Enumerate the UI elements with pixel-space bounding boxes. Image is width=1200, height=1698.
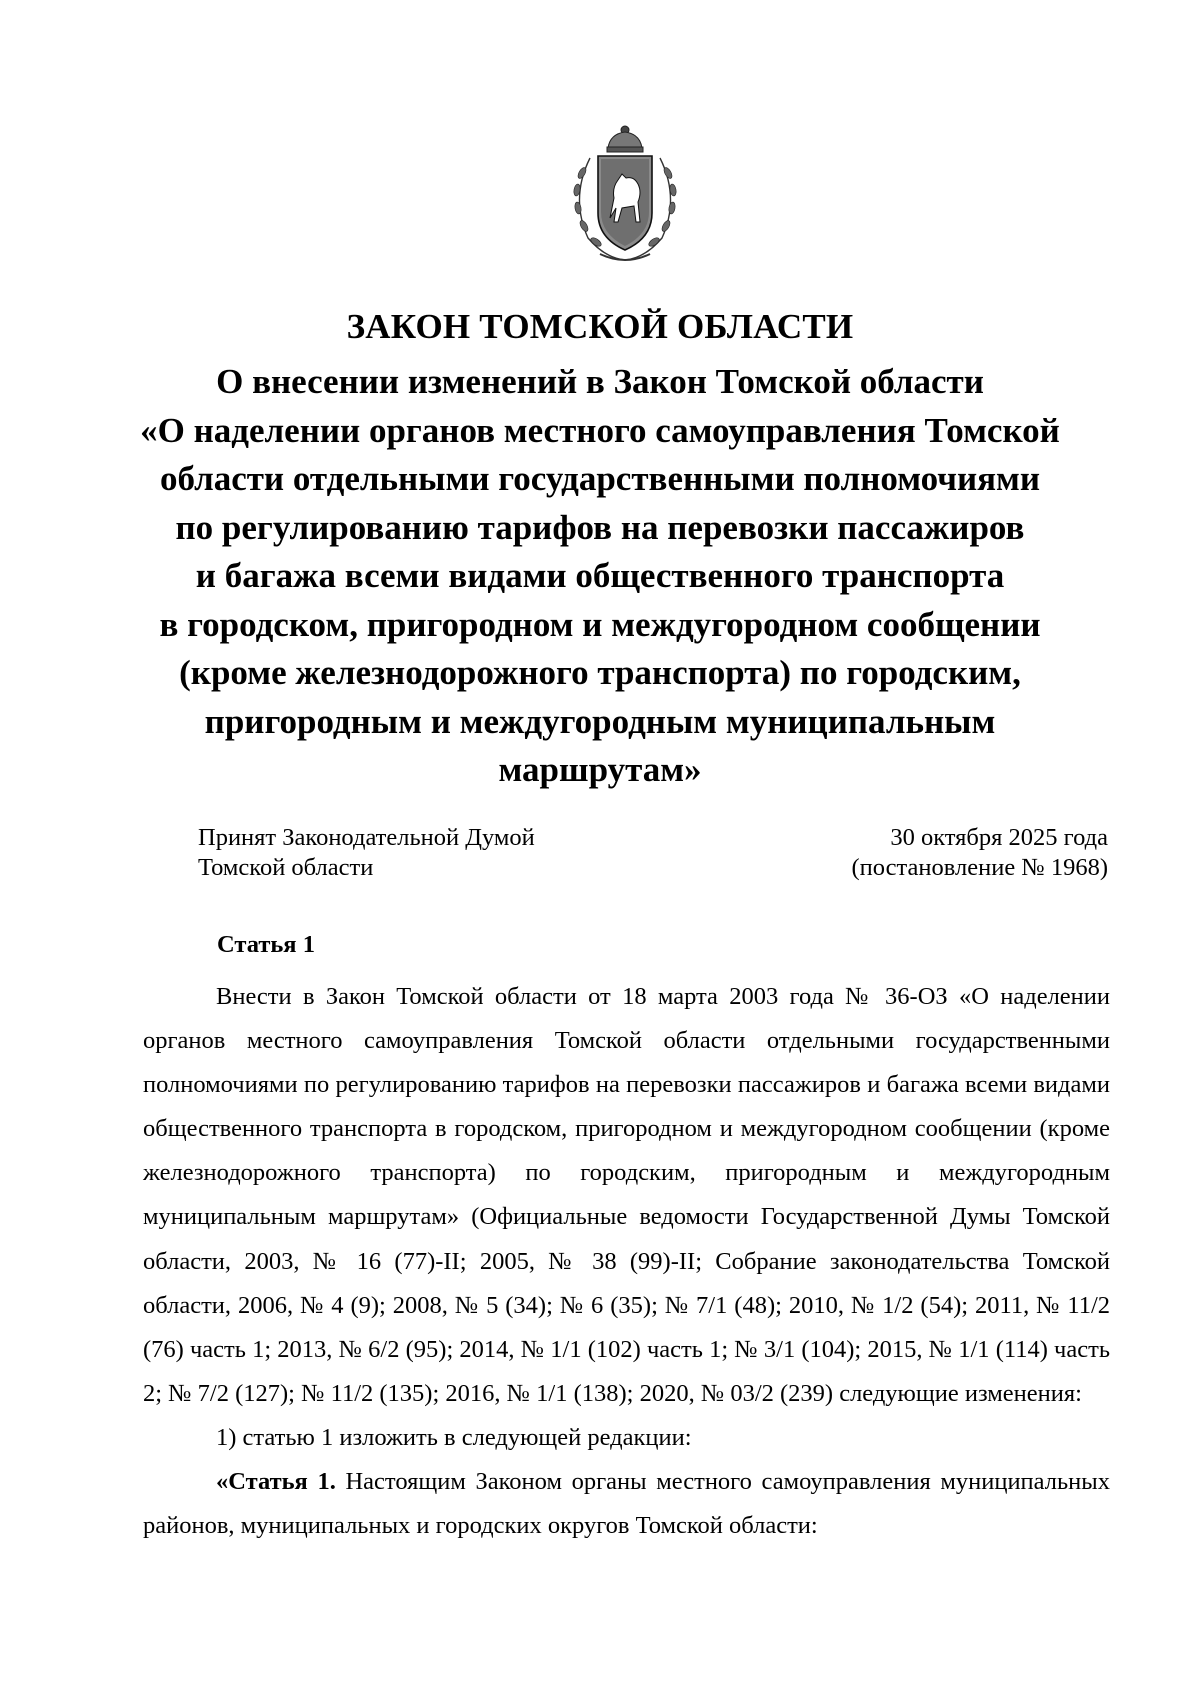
article-heading: Статья 1 (217, 931, 315, 958)
amendment-item: 1) статью 1 изложить в следующей редакции: (216, 1423, 692, 1451)
law-subtitle (100, 358, 1100, 795)
coat-of-arms-icon (560, 118, 690, 268)
subtitle-line: и багажа всеми видами общественного транспорта (195, 556, 1005, 595)
adoption-date-line: 30 октября 2025 года (890, 824, 1108, 851)
resolution-number: (постановление № 1968) (851, 854, 1108, 881)
subtitle-line: пригородным и междугородным муниципальным (204, 701, 996, 741)
article-body (143, 975, 1110, 1548)
adopted-by-line: Томской области (198, 854, 374, 881)
adopted-by-line: Принят Законодательной Думой (198, 824, 535, 851)
law-title: ЗАКОН ТОМСКОЙ ОБЛАСТИ (346, 307, 854, 346)
subtitle-line: по регулированию тарифов на перевозки пассажиров (175, 507, 1025, 547)
quoted-article-text: Настоящим Законом органы местного самоуправления муниципальных районов, муниципальных и городских округов Томской области: (143, 1468, 1110, 1540)
adopted-by (198, 823, 535, 883)
article-paragraph: Внести в Закон Томской области от 18 марта 2003 года № 36-ОЗ «О наделении органов местного самоуправления Томской области отдельными государственными полномочиями по регулированию тарифов на перевозки пассажиров и багажа всеми видами общественного транспорта в городском, пригородном и междугородном сообщении (кроме железнодорожного транспорта) по городским, пригородным и междугородным муниципальным маршрутам» (Официальные ведомости Государственной Думы Томской области, 2003, № 16 (77)-II; 2005, № 38 (99)-II; Собрание законодательства Томской области, 2006, № 4 (9); 2008, № 5 (34); № 6 (35); № 7/1 (48); 2010, № 1/2 (54); 2011, № 11/2 (76) часть 1; 2013, № 6/2 (95); 2014, № 1/1 (102) часть 1; № 3/1 (104); 2015, № 1/1 (114) часть 2; № 7/2 (127); № 11/2 (135); 2016, № 1/1 (138); 2020, № 03/2 (239) следующие изменения: (143, 983, 1110, 1407)
subtitle-line: (кроме железнодорожного транспорта) по городским, (179, 653, 1021, 692)
quoted-article (143, 1460, 1110, 1548)
subtitle-line: области отдельными государственными полномочиями (159, 459, 1041, 498)
subtitle-line: О внесении изменений в Закон Томской области (216, 362, 984, 401)
subtitle-line: в городском, пригородном и междугородном сообщении (159, 604, 1041, 644)
subtitle-line: «О наделении органов местного самоуправления Томской (140, 410, 1060, 450)
quoted-article-heading: «Статья 1. (216, 1468, 336, 1496)
subtitle-line: маршрутам» (498, 750, 702, 789)
adoption-date (852, 823, 1108, 883)
